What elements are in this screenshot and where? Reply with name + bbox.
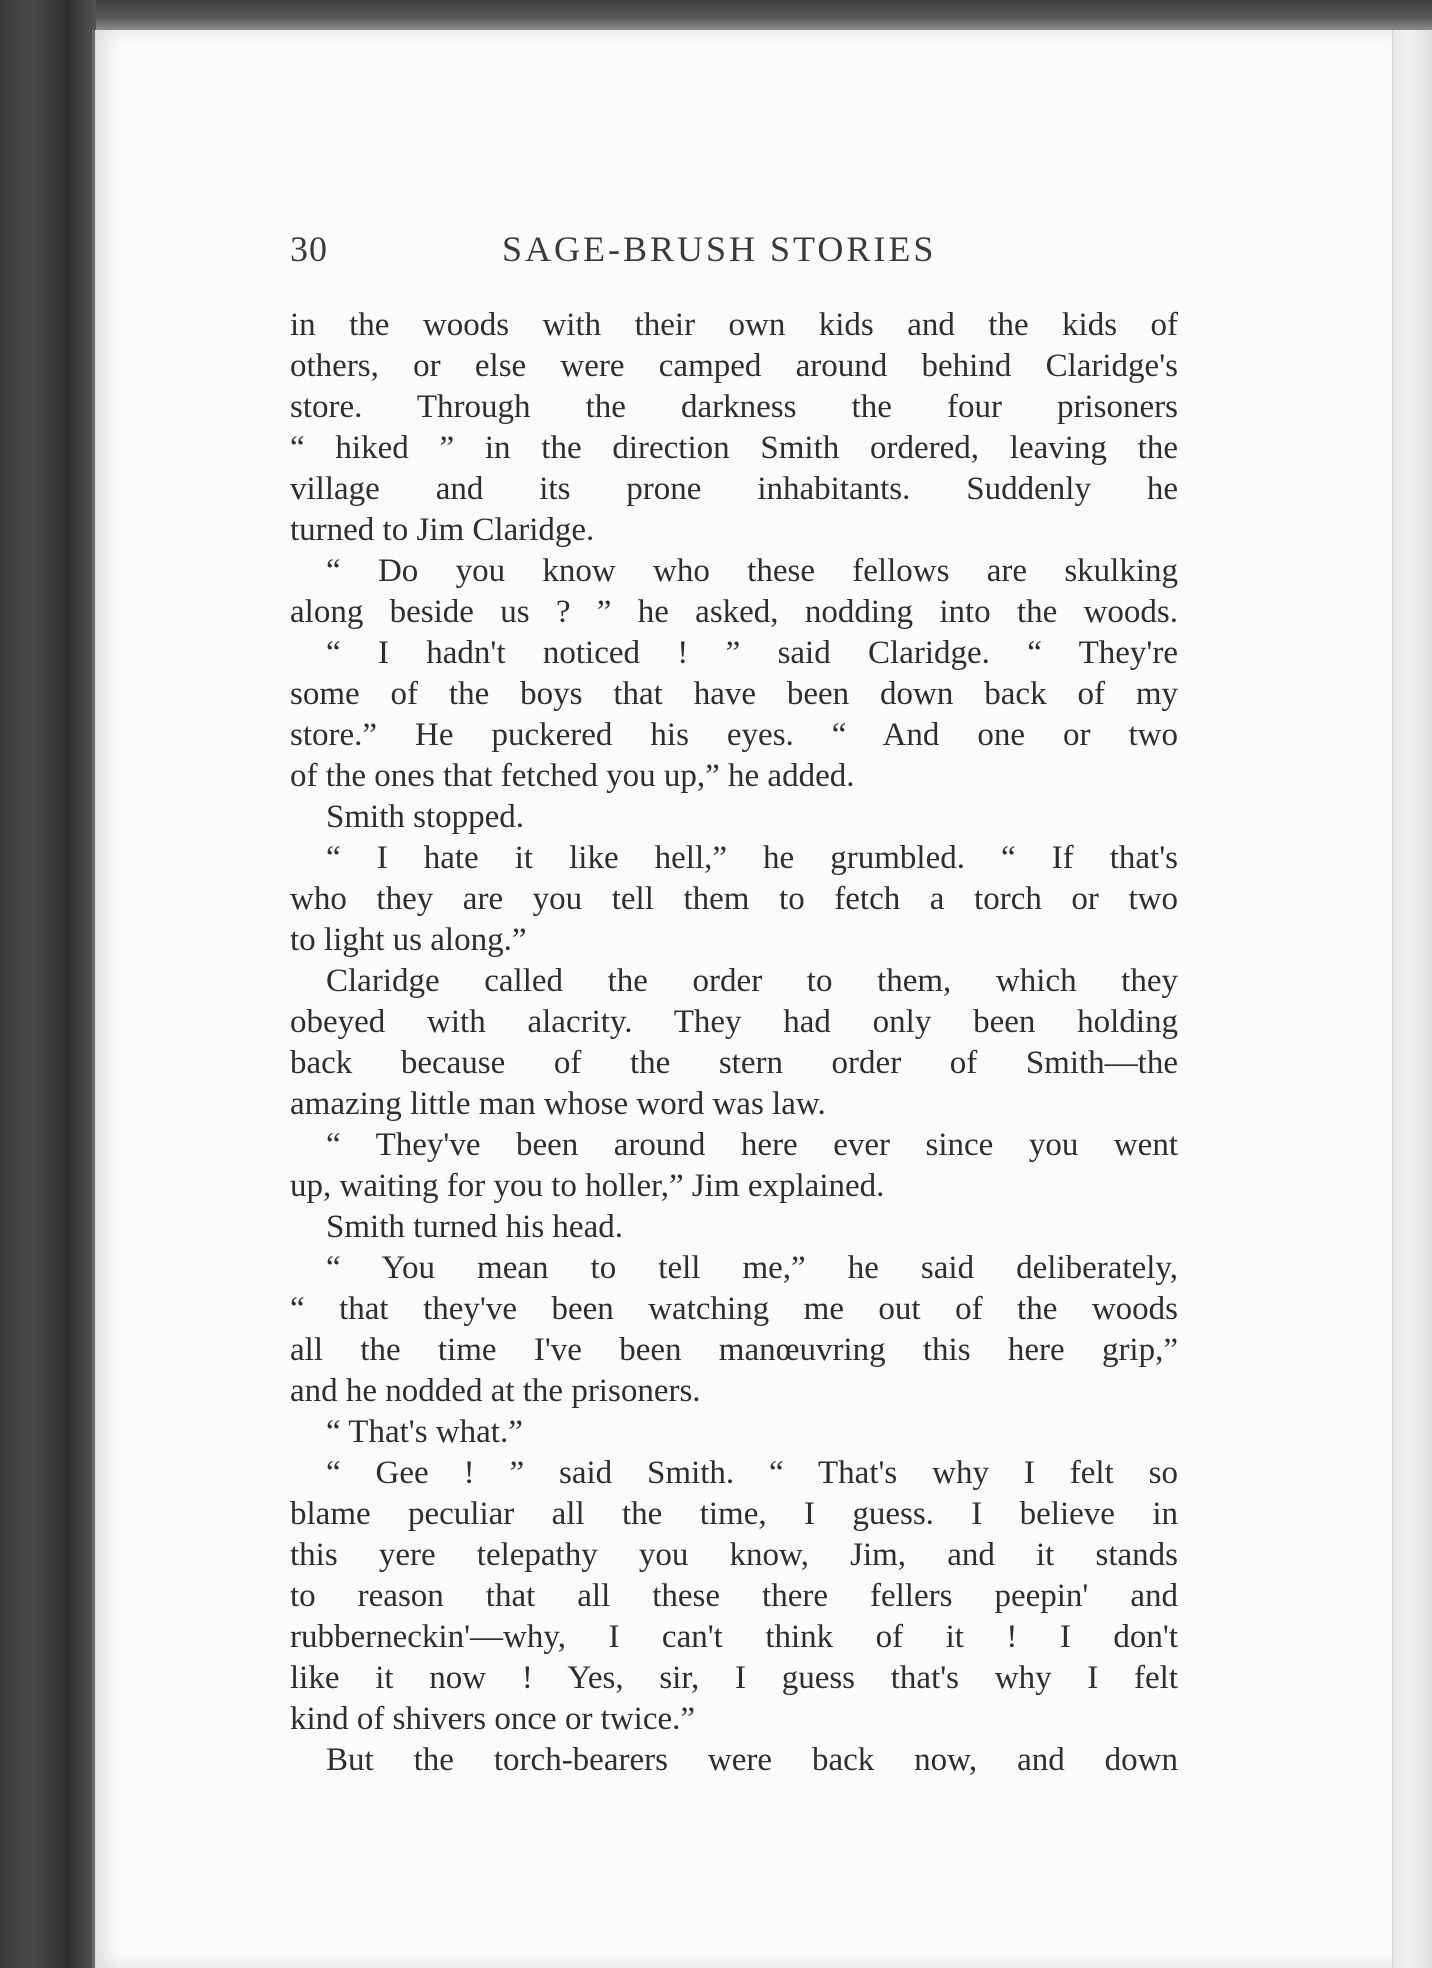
text-line: rubberneckin'—why, I can't think of it ! I don't [290,1619,1178,1655]
text-line: “ I hate it like hell,” he grumbled. “ If that's [326,840,1178,876]
text-line: village and its prone inhabitants. Suddenly he [290,471,1178,507]
book-binding [0,0,96,1968]
text-line: store. Through the darkness the four prisoners [290,389,1178,425]
text-line: along beside us ? ” he asked, nodding into the woods. [290,594,1178,630]
text-line: amazing little man whose word was law. [290,1086,826,1122]
text-line: “ hiked ” in the direction Smith ordered, leaving the [290,430,1178,466]
body-text [290,305,1178,1781]
text-line: “ That's what.” [326,1414,523,1450]
text-line: Smith turned his head. [326,1209,623,1245]
text-line: store.” He puckered his eyes. “ And one or two [290,717,1178,753]
text-line: obeyed with alacrity. They had only been holding [290,1004,1178,1040]
text-line: “ Do you know who these fellows are skulking [326,553,1178,589]
text-line: But the torch-bearers were back now, and down [326,1742,1178,1778]
text-line: turned to Jim Claridge. [290,512,595,548]
text-line: this yere telepathy you know, Jim, and it stands [290,1537,1178,1573]
text-line: of the ones that fetched you up,” he added. [290,758,855,794]
text-line: to reason that all these there fellers peepin' and [290,1578,1178,1614]
text-line: who they are you tell them to fetch a torch or two [290,881,1178,917]
text-line: “ Gee ! ” said Smith. “ That's why I felt so [326,1455,1178,1491]
text-line: “ that they've been watching me out of the woods [290,1291,1178,1327]
running-head: SAGE-BRUSH STORIES [502,229,937,269]
text-line: in the woods with their own kids and the kids of [290,307,1178,343]
text-line: and he nodded at the prisoners. [290,1373,701,1409]
page-number: 30 [290,229,328,269]
text-line: Claridge called the order to them, which they [326,963,1178,999]
page-header [290,228,1190,288]
text-line: “ I hadn't noticed ! ” said Claridge. “ They're [326,635,1178,671]
text-line: to light us along.” [290,922,527,958]
text-line: blame peculiar all the time, I guess. I believe in [290,1496,1178,1532]
text-line: “ They've been around here ever since you went [326,1127,1178,1163]
text-line: like it now ! Yes, sir, I guess that's why I felt [290,1660,1178,1696]
text-line: kind of shivers once or twice.” [290,1701,696,1737]
text-line: “ You mean to tell me,” he said deliberately, [326,1250,1178,1286]
text-line: others, or else were camped around behind Claridge's [290,348,1178,384]
text-line: some of the boys that have been down back of my [290,676,1178,712]
text-line: all the time I've been manœuvring this here grip,” [290,1332,1178,1368]
text-line: up, waiting for you to holler,” Jim explained. [290,1168,885,1204]
text-line: Smith stopped. [326,799,525,835]
page-stack-edge [1392,30,1432,1968]
book-top-edge [0,0,1432,30]
text-line: back because of the stern order of Smith—the [290,1045,1178,1081]
